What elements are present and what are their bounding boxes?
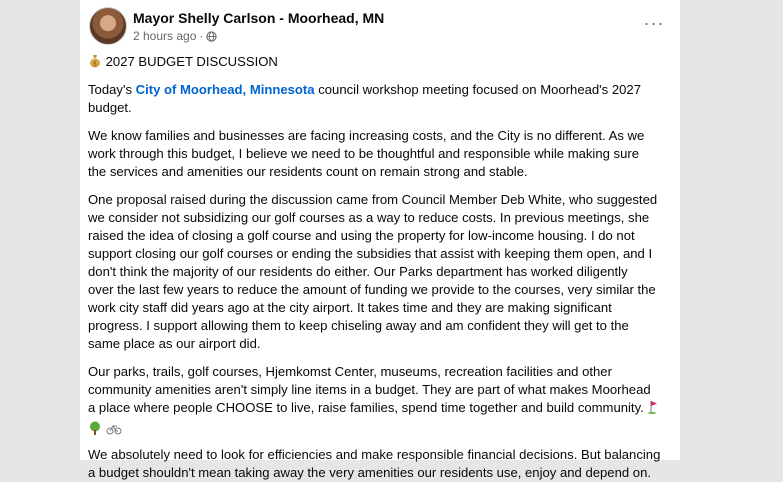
text-line: work city staff did years ago at the city airport. It takes time and they are making significant	[88, 300, 612, 315]
author-avatar[interactable]	[89, 7, 127, 45]
text-line: progress. I support allowing them to keep chiseling away and am confident they will get to the	[88, 318, 629, 333]
text-line: We absolutely need to look for efficiencies and make responsible financial decisions. But balancing	[88, 447, 661, 462]
text-line: work through this budget, I believe we need to be thoughtful and responsible while making sure	[88, 146, 640, 161]
money-bag-icon	[88, 54, 102, 68]
more-options-icon[interactable]: ···	[643, 13, 665, 33]
bicycle-icon	[106, 423, 122, 435]
text-line: a place where people CHOOSE to live, raise families, spend time together and build community.	[88, 400, 644, 415]
post-timestamp[interactable]: 2 hours ago	[133, 29, 197, 43]
intro-suffix: council workshop meeting focused on Moorhead's 2027	[314, 82, 641, 97]
golf-icon	[647, 400, 659, 414]
text-line: One proposal raised during the discussion came from Council Member Deb White, who suggested	[88, 192, 658, 207]
text-line: we consider not subsidizing our golf courses as a way to reduce costs. In previous meetings, she	[88, 210, 650, 225]
paragraph-amenities	[88, 363, 673, 417]
trail-emoji-row	[88, 420, 673, 436]
paragraph-efficiencies	[88, 446, 673, 482]
intro-line-2: budget.	[88, 100, 132, 115]
svg-text:$: $	[93, 60, 97, 68]
text-line: raised the idea of closing a golf course and using the property for low-income housing. I do not	[88, 228, 635, 243]
globe-icon	[206, 31, 217, 42]
text-line: a budget shouldn't mean taking away the very amenities our residents use, enjoy and depend on.	[88, 465, 651, 480]
text-line: the services and amenities our residents count on remain strong and stable.	[88, 164, 528, 179]
post-heading	[88, 53, 673, 71]
meta-separator: ·	[199, 29, 204, 43]
author-name[interactable]: Mayor Shelly Carlson - Moorhead, MN	[133, 10, 385, 26]
text-line: same place as our airport did.	[88, 336, 261, 351]
post-body	[88, 50, 673, 482]
text-line: over the last few years to reduce the amount of funding we provide to the courses, very similar the	[88, 282, 656, 297]
paragraph-intro	[88, 81, 673, 117]
post-meta	[133, 29, 217, 43]
post-header	[80, 0, 680, 50]
text-line: support closing our golf courses or ending the subsidies that assist with keeping them open, and I	[88, 246, 653, 261]
facebook-post	[80, 0, 680, 480]
text-line: We know families and businesses are facing increasing costs, and the City is no different. As we	[88, 128, 645, 143]
text-line: don't think the majority of our residents do either. Our Parks department has worked diligently	[88, 264, 628, 279]
paragraph-golf	[88, 191, 673, 353]
paragraph-costs	[88, 127, 673, 181]
tree-icon	[88, 421, 102, 435]
city-of-moorhead-link[interactable]: City of Moorhead, Minnesota	[135, 82, 315, 97]
intro-prefix: Today's	[88, 82, 136, 97]
text-line: Our parks, trails, golf courses, Hjemkomst Center, museums, recreation facilities and other	[88, 364, 612, 379]
heading-text: 2027 BUDGET DISCUSSION	[105, 54, 278, 69]
text-line: community amenities aren't simply line items in a budget. They are part of what makes Moorhead	[88, 382, 651, 397]
